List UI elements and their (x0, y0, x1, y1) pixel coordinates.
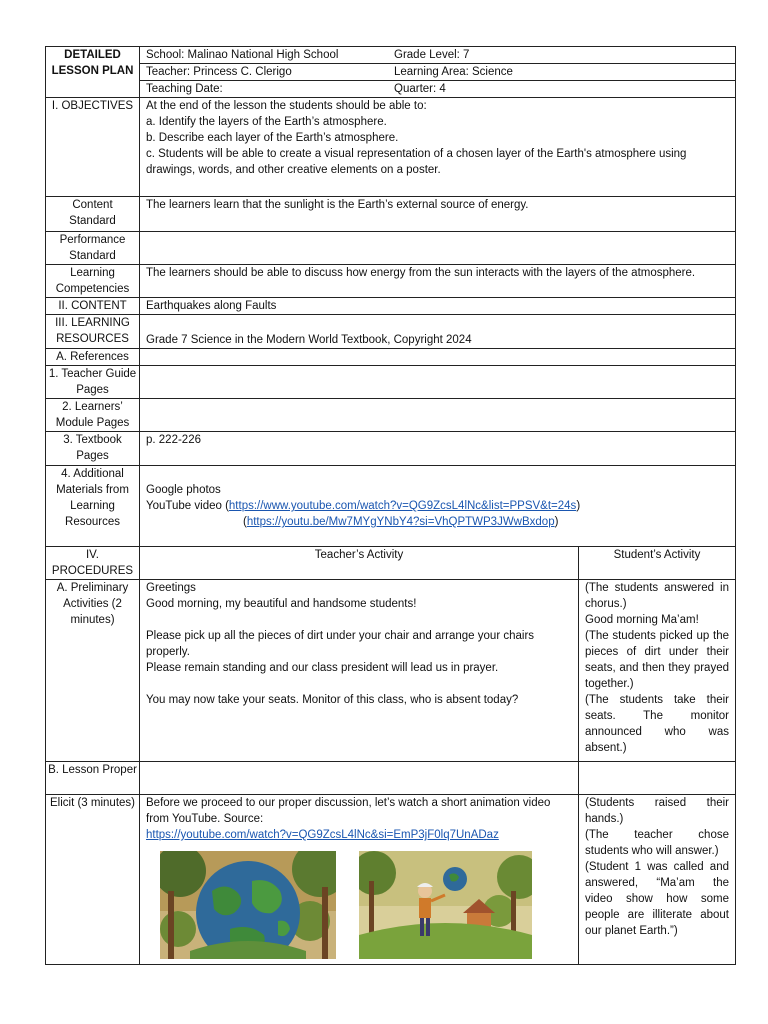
teacher-activity-header: Teacher’s Activity (140, 547, 579, 580)
youtube-link-2[interactable]: https://youtu.be/Mw7MYgYNbY4?si=VhQPTWP3JWwBxdop (246, 516, 555, 528)
objectives-cell (140, 98, 736, 197)
elicit-video-link[interactable]: https://youtube.com/watch?v=QG9ZcsL4lNc&si=EmP3jF0lq7UnADaz (146, 829, 499, 841)
document-title: DETAILED LESSON PLAN (46, 47, 140, 98)
learning-competencies-text: The learners should be able to discuss how energy from the sun interacts with the layers of the atmosphere. (140, 265, 736, 298)
references-label: A. References (46, 349, 140, 366)
objective-intro: At the end of the lesson the students should be able to: (146, 100, 427, 112)
objectives-label: I. OBJECTIVES (46, 98, 140, 197)
lesson-proper-teacher (140, 762, 579, 795)
additional-materials-cell (140, 466, 736, 547)
teacher-line: Good morning, my beautiful and handsome students! (146, 598, 417, 610)
grade-level: Grade Level: 7 (394, 49, 470, 61)
school-name: School: Malinao National High School (146, 49, 339, 61)
paren-close-2: ) (554, 516, 559, 528)
student-line: (The students take their seats. The monitor announced who was absent.) (585, 694, 729, 754)
objective-a: a. Identify the layers of the Earth’s atmosphere. (146, 116, 387, 128)
content-label: II. CONTENT (46, 298, 140, 315)
objective-b: b. Describe each layer of the Earth’s atmosphere. (146, 132, 399, 144)
learning-resources-label: III. LEARNING RESOURCES (46, 315, 140, 349)
lesson-plan-page (45, 46, 735, 965)
elicit-student-cell (579, 795, 736, 965)
student-line: (The teacher chose students who will answer.) (585, 829, 729, 857)
preliminary-teacher-cell (140, 580, 579, 762)
youtube-video-line (146, 498, 729, 514)
textbook-label: 3. Textbook Pages (46, 432, 140, 466)
lesson-proper-label: B. Lesson Proper (46, 762, 140, 795)
teacher-line: Please remain standing and our class president will lead us in prayer. (146, 662, 499, 674)
google-photos-text: Google photos (146, 484, 221, 496)
cartoon-scene-image (359, 851, 532, 959)
learners-module-text (140, 399, 736, 432)
learning-resources-text: Grade 7 Science in the Modern World Textbook, Copyright 2024 (140, 315, 736, 349)
content-standard-label: Content Standard (46, 197, 140, 232)
student-line: Good morning Ma’am! (585, 614, 699, 626)
teacher-line: You may now take your seats. Monitor of this class, who is absent today? (146, 694, 519, 706)
teacher-guide-label: 1. Teacher Guide Pages (46, 366, 140, 399)
content-text: Earthquakes along Faults (140, 298, 736, 315)
content-standard-text: The learners learn that the sunlight is the Earth’s external source of energy. (140, 197, 736, 232)
learning-area: Learning Area: Science (394, 66, 513, 78)
youtube-link-1[interactable]: https://www.youtube.com/watch?v=QG9ZcsL4lNc&list=PPSV&t=24s (228, 500, 577, 512)
elicit-teacher-text: Before we proceed to our proper discussion, let’s watch a short animation video from YouTube. Source: (146, 797, 551, 825)
earth-globe-image (160, 851, 336, 959)
quarter: Quarter: 4 (394, 83, 446, 95)
paren-open-2: ( (243, 516, 247, 528)
student-line: (Student 1 was called and answered, “Ma’am the video show how some people are illiterate about our planet Earth.”) (585, 861, 729, 937)
student-line: (The students answered in chorus.) (585, 582, 729, 610)
objective-c: c. Students will be able to create a visual representation of a chosen layer of the Earth's atmosphere using drawings, words, and other creative elements on a poster. (146, 148, 687, 176)
lesson-plan-table (45, 46, 736, 965)
textbook-pages: p. 222-226 (140, 432, 736, 466)
teacher-guide-text (140, 366, 736, 399)
elicit-images (146, 851, 572, 959)
student-activity-header: Student’s Activity (579, 547, 736, 580)
preliminary-student-cell (579, 580, 736, 762)
procedures-label: IV. PROCEDURES (46, 547, 140, 580)
performance-standard-text (140, 232, 736, 265)
learners-module-label: 2. Learners’ Module Pages (46, 399, 140, 432)
student-line: (Students raised their hands.) (585, 797, 729, 825)
header-row-2 (140, 64, 736, 81)
elicit-teacher-cell (140, 795, 579, 965)
preliminary-activities-label: A. Preliminary Activities (2 minutes) (46, 580, 140, 762)
teacher-name: Teacher: Princess C. Clerigo (146, 66, 292, 78)
performance-standard-label: Performance Standard (46, 232, 140, 265)
header-row-1 (140, 47, 736, 64)
learning-competencies-label: Learning Competencies (46, 265, 140, 298)
teaching-date: Teaching Date: (146, 83, 223, 95)
elicit-label: Elicit (3 minutes) (46, 795, 140, 965)
youtube-video-prefix: YouTube video ( (146, 500, 229, 512)
paren-close-1: ) (576, 500, 581, 512)
student-line: (The students picked up the pieces of dirt under their seats, and then they prayed together.) (585, 630, 729, 690)
teacher-line: Please pick up all the pieces of dirt under your chair and arrange your chairs properly. (146, 630, 535, 658)
teacher-line: Greetings (146, 582, 196, 594)
references-text (140, 349, 736, 366)
lesson-proper-student (579, 762, 736, 795)
youtube-video-line-2 (146, 514, 729, 530)
header-row-3 (140, 81, 736, 98)
additional-materials-label: 4. Additional Materials from Learning Resources (46, 466, 140, 547)
